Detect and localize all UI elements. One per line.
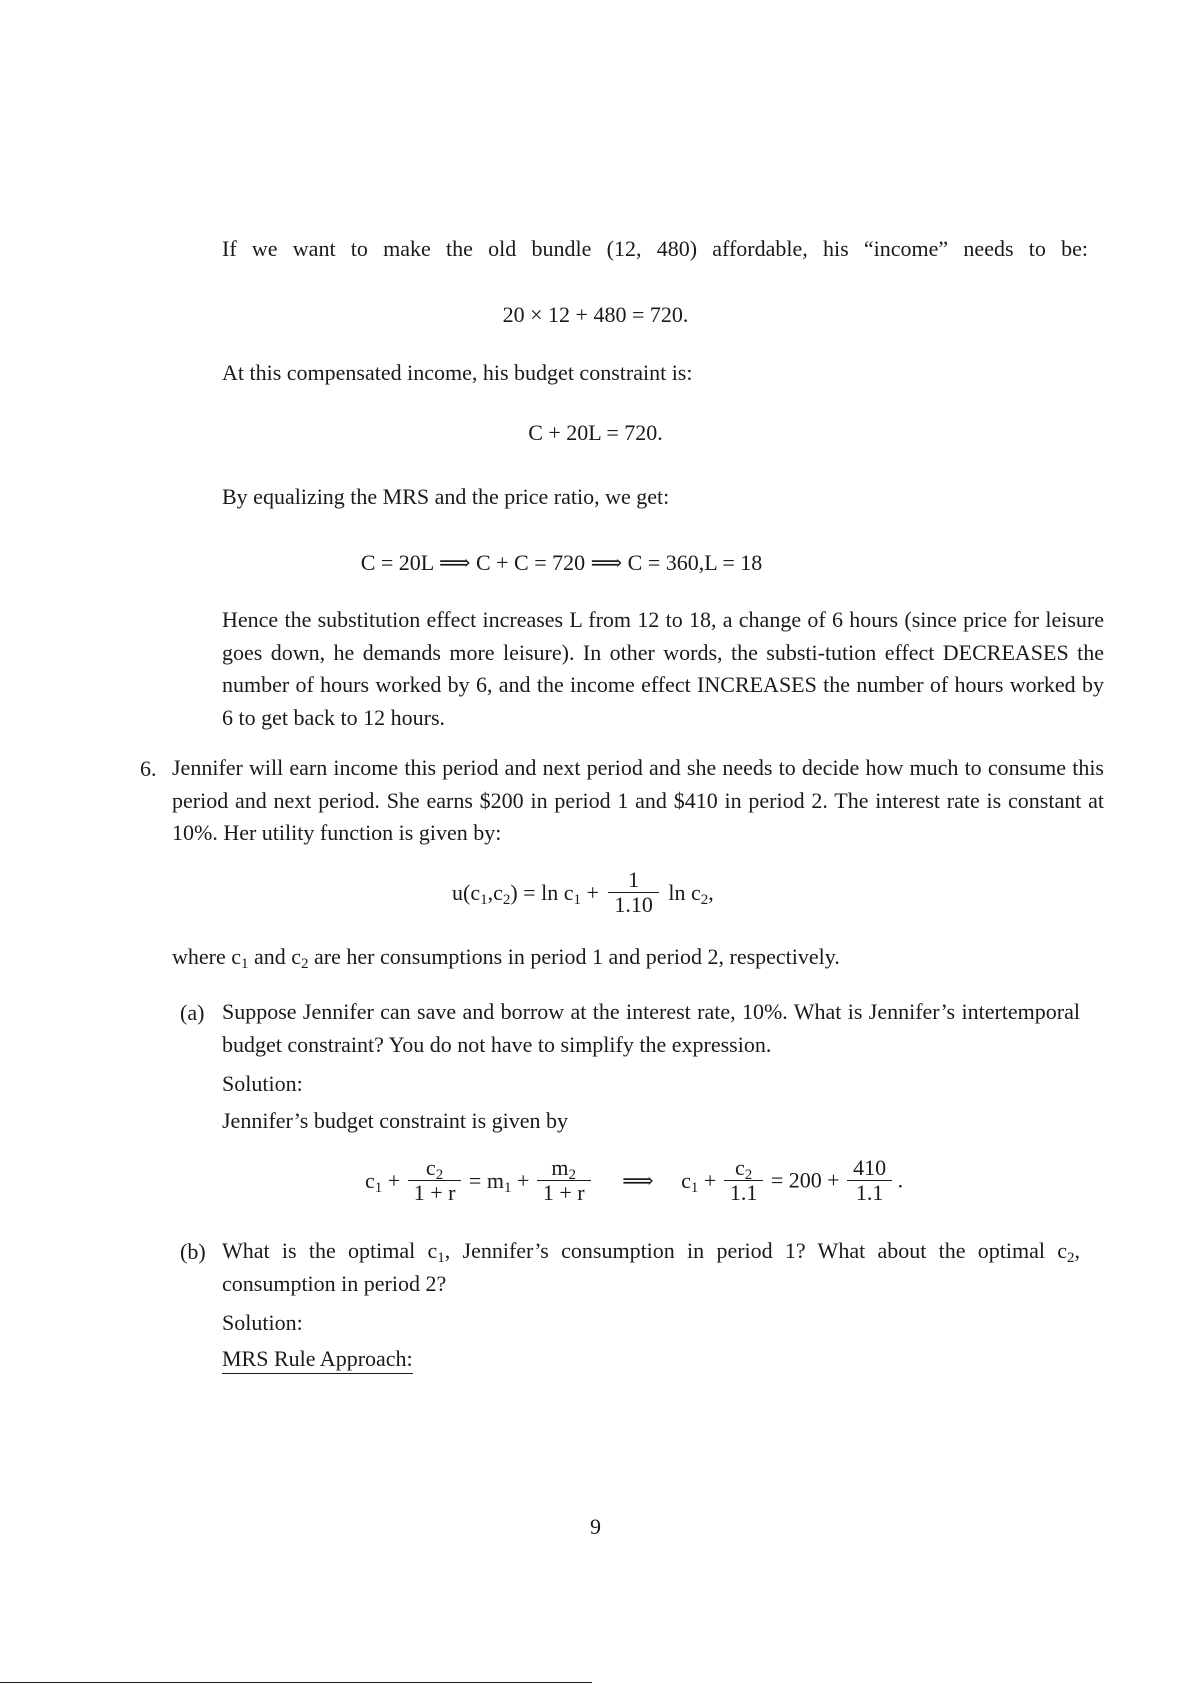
eq-frac-1-den: 1 + r xyxy=(408,1180,462,1205)
equation-solution: C = 20L ⟹ C + C = 720 ⟹ C = 360,L = 18 xyxy=(360,550,763,575)
question-6-text: Jennifer will earn income this period and next period and she needs to decide how much to consume this period and next period. She earns $200 in period 1 and $410 in period 2. The interest rate is constant at 10%. Her utility function is given by: xyxy=(172,755,1104,845)
question-6-number: 6. xyxy=(140,756,157,781)
part-a-label: (a) xyxy=(180,1000,205,1025)
line-mrs: By equalizing the MRS and the price ratio, we get: xyxy=(222,484,670,509)
eq-frac-2-den: 1 + r xyxy=(537,1180,591,1205)
eq-frac-2 xyxy=(537,1156,591,1205)
eq-frac-1-num: $c_2$ xyxy=(425,1155,444,1183)
eq-c1-a: $c_1$ + xyxy=(365,1167,401,1196)
part-b-label: (b) xyxy=(180,1239,206,1264)
eq-200: = 200 + xyxy=(770,1167,840,1193)
part-a-question: Suppose Jennifer can save and borrow at the interest rate, 10%. What is Jennifer’s intertemporal budget constraint? You do not have to simplify the expression. xyxy=(222,999,1080,1057)
utility-fraction xyxy=(608,868,659,917)
line-compensated: At this compensated income, his budget constraint is: xyxy=(222,360,693,385)
eq-frac-2-num: $m_2$ xyxy=(551,1155,577,1183)
eq-c1-b: $c_1$ + xyxy=(681,1167,717,1196)
eq-m1: = $m_1$ + xyxy=(468,1167,530,1196)
budget-constraint-equation xyxy=(365,1156,903,1205)
equation-budget: C + 20L = 720. xyxy=(528,420,663,445)
eq-frac-4 xyxy=(847,1156,892,1205)
eq-frac-4-den: 1.1 xyxy=(847,1180,892,1205)
paragraph-hence: Hence the substitution effect increases L from 12 to 18, a change of 6 hours (since price for leisure goes down, he demands more leisure). In other words, the substi-tution effect DECREASES the number of hours worked by 6, and the income effect INCREASES the number of hours worked by 6 to get back to 12 hours. xyxy=(222,607,1104,730)
part-b-approach: MRS Rule Approach: xyxy=(222,1346,413,1374)
utility-frac-num: 1 xyxy=(628,867,640,892)
part-b-question: What is the optimal $c_1$, Jennifer’s consumption in period 1? What about the optimal $c_2$, consumption in period 2? xyxy=(222,1238,1080,1296)
page-number: 9 xyxy=(590,1514,601,1539)
line-old-bundle: If we want to make the old bundle (12, 480) affordable, his “income” needs to be: xyxy=(222,236,1088,261)
eq-frac-3 xyxy=(724,1156,764,1205)
where-line: where $c_1$ and $c_2$ are her consumptions in period 1 and period 2, respectively. xyxy=(172,944,840,972)
utility-lhs: $u(c_1,c_2) = \ln c_1$ + xyxy=(452,879,599,908)
eq-frac-1 xyxy=(408,1156,462,1205)
utility-rhs: $\ln c_2$, xyxy=(668,879,714,908)
eq-frac-3-den: 1.1 xyxy=(724,1180,764,1205)
equation-income: 20 × 12 + 480 = 720. xyxy=(502,302,689,327)
part-a-solution-label: Solution: xyxy=(222,1071,303,1096)
part-b-solution-label: Solution: xyxy=(222,1310,303,1335)
eq-arrow: ⟹ xyxy=(622,1167,654,1193)
utility-frac-den: 1.10 xyxy=(608,892,659,917)
eq-end: . xyxy=(897,1167,904,1193)
eq-frac-3-num: $c_2$ xyxy=(734,1155,753,1183)
part-a-intro: Jennifer’s budget constraint is given by xyxy=(222,1108,569,1133)
bottom-rule xyxy=(0,1682,592,1683)
eq-frac-4-num: 410 xyxy=(853,1155,887,1180)
utility-function xyxy=(452,868,714,917)
